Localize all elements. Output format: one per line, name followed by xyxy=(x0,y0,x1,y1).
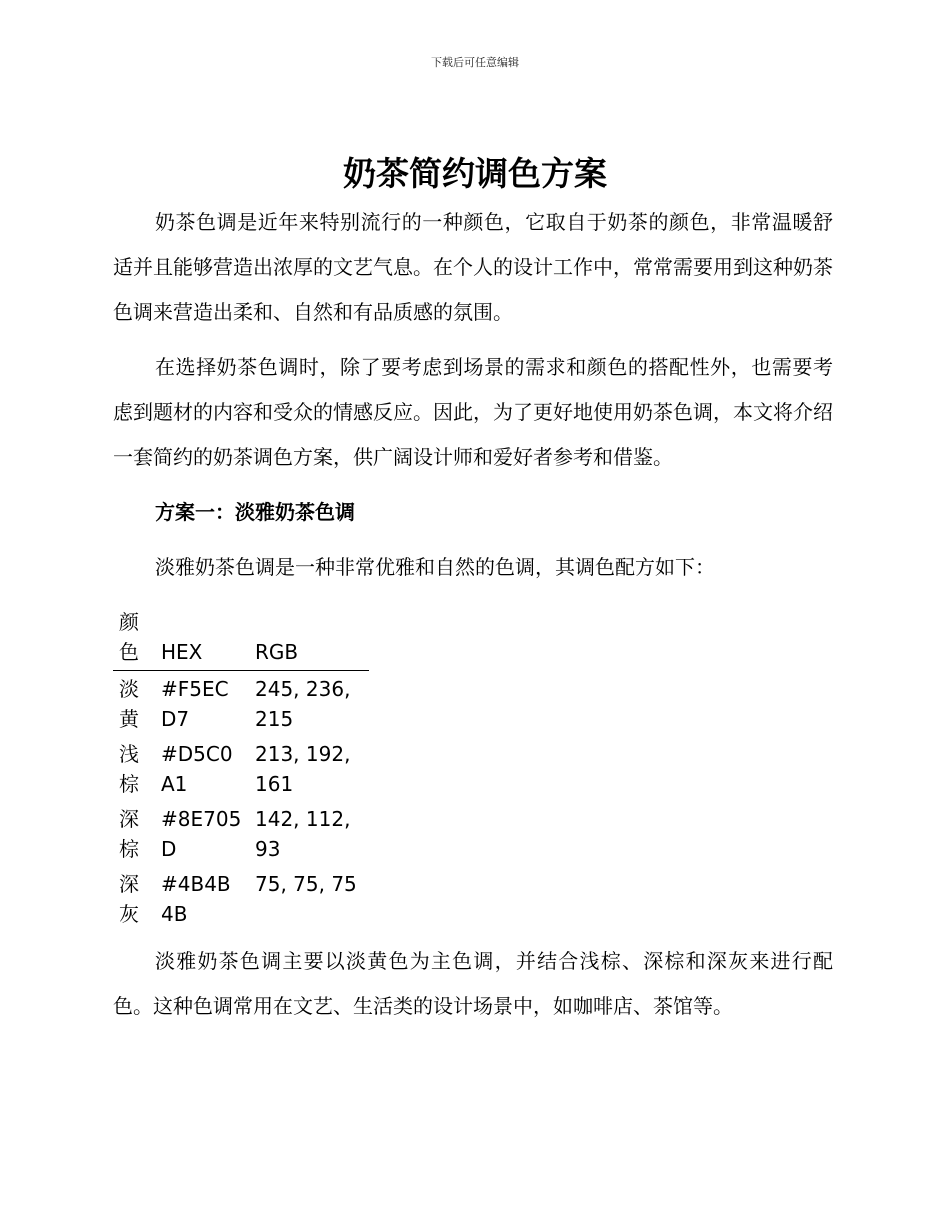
rgb-cell: 142, 112, 93 xyxy=(255,807,351,861)
table-row xyxy=(113,801,369,866)
header-rgb: RGB xyxy=(255,605,369,671)
section-intro: 淡雅奶茶色调是一种非常优雅和自然的色调，其调色配方如下： xyxy=(155,555,715,579)
document-title: 奶茶简约调色方案 xyxy=(343,154,607,193)
color-name-cell: 淡黄 xyxy=(119,677,139,731)
intro-paragraph-2: 在选择奶茶色调时，除了要考虑到场景的需求和颜色的搭配性外，也需要考虑到题材的内容和受众的情感反应。因此，为了更好地使用奶茶色调，本文将介绍一套简约的奶茶调色方案，供广阔设计师和爱好者参考和借鉴。 xyxy=(113,355,833,469)
color-name-cell: 深棕 xyxy=(119,807,139,861)
table-row xyxy=(113,736,369,801)
color-name-cell: 深灰 xyxy=(119,872,139,926)
color-table-header-row xyxy=(113,605,369,671)
hex-cell: #8E705D xyxy=(161,807,242,861)
document-body xyxy=(113,200,833,1029)
hex-cell: #4B4B4B xyxy=(161,872,231,926)
hex-cell: #D5C0A1 xyxy=(161,742,233,796)
rgb-cell: 213, 192, 161 xyxy=(255,742,351,796)
table-row xyxy=(113,671,369,737)
intro-paragraph-1: 奶茶色调是近年来特别流行的一种颜色，它取自于奶茶的颜色，非常温暖舒适并且能够营造出浓厚的文艺气息。在个人的设计工作中，常常需要用到这种奶茶色调来营造出柔和、自然和有品质感的氛围。 xyxy=(113,210,833,324)
color-table xyxy=(113,605,369,931)
rgb-cell: 75, 75, 75 xyxy=(255,872,357,896)
closing-paragraph: 淡雅奶茶色调主要以淡黄色为主色调，并结合浅棕、深棕和深灰来进行配色。这种色调常用在文艺、生活类的设计场景中，如咖啡店、茶馆等。 xyxy=(113,949,833,1018)
table-row xyxy=(113,866,369,931)
color-name-cell: 浅棕 xyxy=(119,742,139,796)
rgb-cell: 245, 236, 215 xyxy=(255,677,351,731)
header-color: 颜色 xyxy=(113,605,161,671)
section-heading: 方案一：淡雅奶茶色调 xyxy=(155,500,355,524)
header-note: 下载后可任意编辑 xyxy=(431,56,519,69)
header-hex: HEX xyxy=(161,605,255,671)
hex-cell: #F5ECD7 xyxy=(161,677,229,731)
